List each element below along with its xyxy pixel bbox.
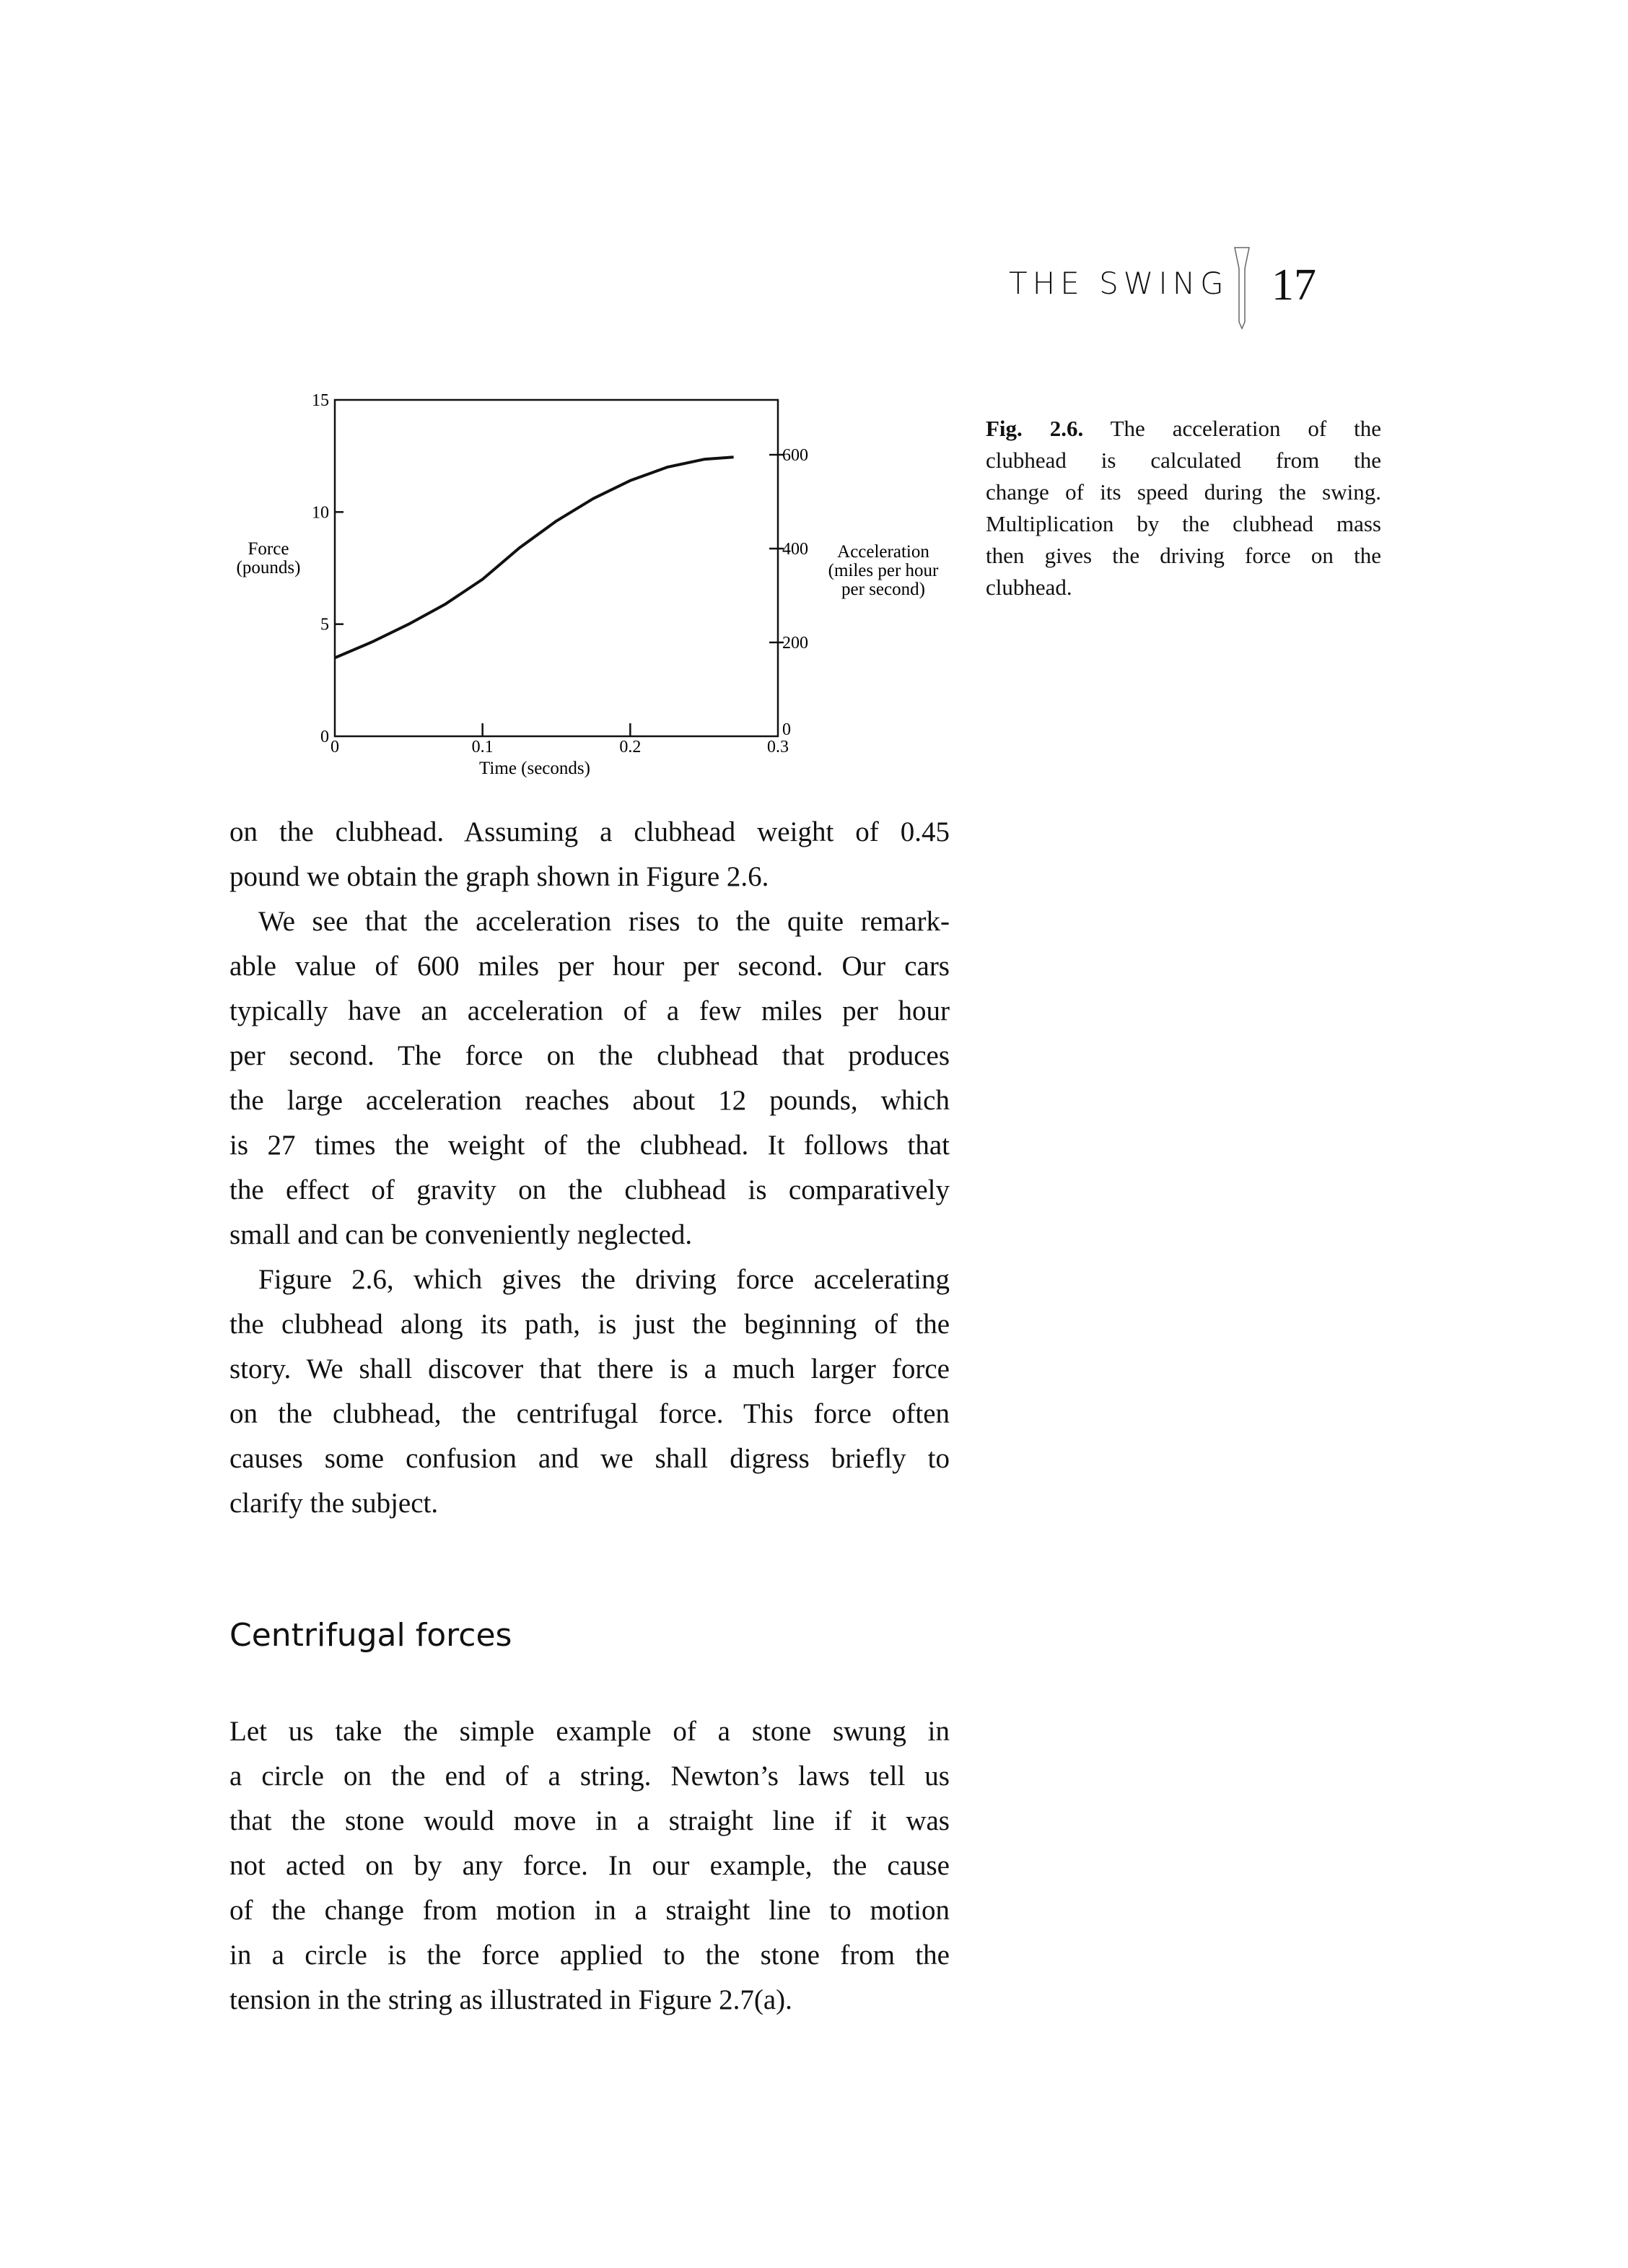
y2-tick-label: 0 <box>782 720 791 739</box>
caption-line: Multiplication by the clubhead mass <box>986 511 1381 536</box>
caption-line: clubhead. <box>986 575 1072 600</box>
y-tick-label: 10 <box>312 503 329 523</box>
y2-axis-label: Acceleration <box>837 542 929 562</box>
y-tick-label: 5 <box>320 615 329 634</box>
text-line: clarify the subject. <box>229 1488 439 1519</box>
running-title: THE SWING <box>1009 266 1229 301</box>
y-tick-label: 15 <box>312 391 329 410</box>
x-tick-label: 0.3 <box>767 738 789 756</box>
text-line: on the clubhead, the centrifugal force. This force often <box>229 1398 950 1429</box>
section-heading: Centrifugal forces <box>229 1617 512 1654</box>
figure-label: Fig. 2.6. <box>986 416 1084 441</box>
caption-line: change of its speed during the swing. <box>986 479 1381 505</box>
text-line: not acted on by any force. In our example, the cause <box>229 1850 950 1881</box>
text-line: the effect of gravity on the clubhead is comparatively <box>229 1174 950 1205</box>
text-line: per second. The force on the clubhead that produces <box>229 1040 950 1071</box>
text-line: in a circle is the force applied to the stone from the <box>229 1940 950 1971</box>
text-line: is 27 times the weight of the clubhead. It follows that <box>229 1130 950 1161</box>
text-line: pound we obtain the graph shown in Figure 2.6. <box>229 861 769 892</box>
text-line: causes some confusion and we shall digress briefly to <box>229 1443 950 1474</box>
y-tick-label: 0 <box>320 728 329 746</box>
y2-tick-label: 600 <box>782 446 808 466</box>
y2-axis-label: (miles per hour <box>828 561 939 580</box>
caption-text: The acceleration of the <box>1110 416 1381 441</box>
text-line: a circle on the end of a string. Newton’s laws tell us <box>229 1761 950 1792</box>
text-line: tension in the string as illustrated in Figure 2.7(a). <box>229 1984 792 2015</box>
text-line: typically have an acceleration of a few miles per hour <box>229 995 950 1026</box>
text-line: story. We shall discover that there is a much larger force <box>229 1353 950 1384</box>
y-axis-label: Force <box>248 539 289 559</box>
force-curve <box>335 457 734 658</box>
x-axis-label: Time (seconds) <box>479 759 590 778</box>
caption-line: clubhead is calculated from the <box>986 448 1381 473</box>
text-line: on the clubhead. Assuming a clubhead weight of 0.45 <box>229 816 950 847</box>
plot-frame <box>335 400 778 736</box>
text-line: Let us take the simple example of a stone swung in <box>229 1716 950 1747</box>
caption-line: then gives the driving force on the <box>986 543 1381 568</box>
text-line: able value of 600 miles per hour per second. Our cars <box>229 951 950 982</box>
y-axis-label: (pounds) <box>236 558 301 577</box>
text-line: We see that the acceleration rises to the quite remark- <box>258 906 950 937</box>
y2-tick-label: 400 <box>782 540 808 559</box>
text-line: small and can be conveniently neglected. <box>229 1219 693 1250</box>
text-line: that the stone would move in a straight line if it was <box>229 1805 950 1836</box>
x-tick-label: 0 <box>331 738 339 756</box>
text-line: the large acceleration reaches about 12 pounds, which <box>229 1085 950 1116</box>
text-line: Figure 2.6, which gives the driving force accelerating <box>258 1264 950 1295</box>
x-tick-label: 0.2 <box>619 738 642 756</box>
text-line: of the change from motion in a straight line to motion <box>229 1895 950 1926</box>
y2-axis-label: per second) <box>841 580 925 599</box>
force-time-chart <box>0 0 1628 794</box>
y2-tick-label: 200 <box>782 634 808 653</box>
x-tick-label: 0.1 <box>471 738 494 756</box>
caption-line <box>986 416 1381 442</box>
text-line: the clubhead along its path, is just the beginning of the <box>229 1309 950 1340</box>
page-number: 17 <box>1272 261 1316 310</box>
